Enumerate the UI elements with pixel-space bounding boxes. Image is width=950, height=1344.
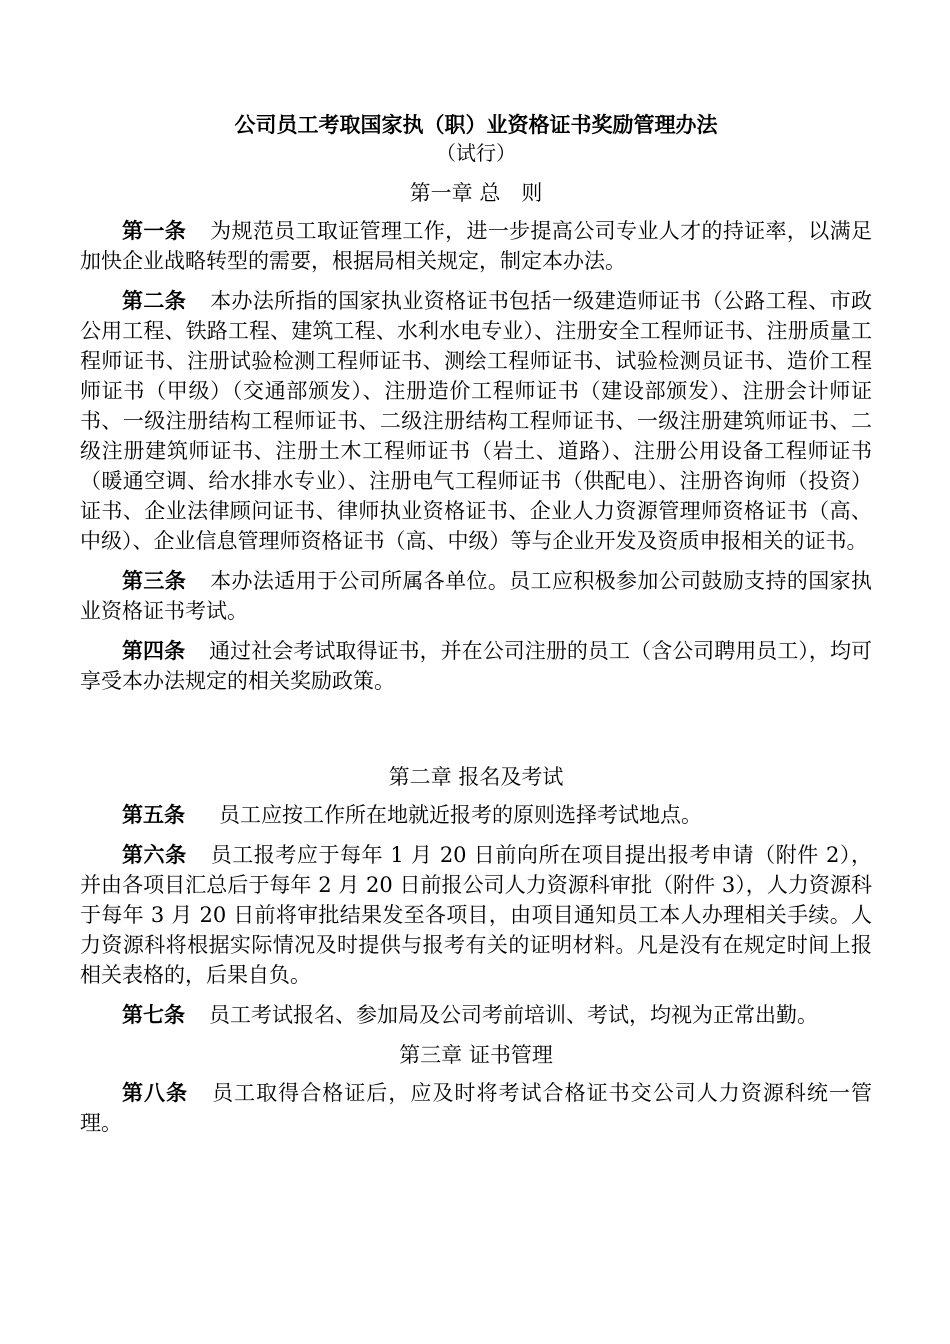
article-8-text: 员工取得合格证后，应及时将考试合格证书交公司人力资源科统一管理。 <box>80 1081 872 1135</box>
article-1 <box>80 216 872 276</box>
article-3 <box>80 566 872 626</box>
article-7 <box>80 1000 872 1030</box>
article-8-number: 第八条 <box>122 1080 189 1105</box>
document-subtitle: （试行） <box>436 141 516 165</box>
article-2-text: 本办法所指的国家执业资格证书包括一级建造师证书（公路工程、市政公用工程、铁路工程、建筑工程、水利水电专业）、注册安全工程师证书、注册质量工程师证书、注册试验检测工程师证书、测绘工程师证书、试验检测员证书、造价工程师证书（甲级）（交通部颁发）、注册造价工程师证书（建设部颁发）、注册会计师证书、一级注册结构工程师证书、二级注册结构工程师证书、一级注册建筑师证书、二级注册建筑师证书、注册土木工程师证书（岩土、道路）、注册公用设备工程师证书（暖通空调、给水排水专业）、注册电气工程师证书（供配电）、注册咨询师（投资）证书、企业法律顾问证书、律师执业资格证书、企业人力资源管理师资格证书（高、中级）、企业信息管理师资格证书（高、中级）等与企业开发及资质申报相关的证书。 <box>80 289 872 553</box>
article-4-number: 第四条 <box>122 638 186 663</box>
article-5 <box>80 800 872 830</box>
document-title: 公司员工考取国家执（职）业资格证书奖励管理办法 <box>234 112 718 137</box>
article-1-text: 为规范员工取证管理工作，进一步提高公司专业人才的持证率，以满足加快企业战略转型的需要，根据局相关规定，制定本办法。 <box>80 219 872 273</box>
article-2 <box>80 286 872 556</box>
article-7-text: 员工考试报名、参加局及公司考前培训、考试，均视为正常出勤。 <box>209 1003 818 1027</box>
article-1-number: 第一条 <box>122 218 187 243</box>
article-5-text: 员工应按工作所在地就近报考的原则选择考试地点。 <box>219 803 702 827</box>
article-4 <box>80 636 872 696</box>
article-2-number: 第二条 <box>122 288 187 313</box>
article-4-text: 通过社会考试取得证书，并在公司注册的员工（含公司聘用员工），均可享受本办法规定的相关奖励政策。 <box>80 639 873 693</box>
article-3-number: 第三条 <box>122 568 187 593</box>
article-5-number: 第五条 <box>122 802 185 827</box>
document-page <box>80 100 872 1148</box>
chapter-2-heading: 第二章 报名及考试 <box>388 765 564 789</box>
article-3-text: 本办法适用于公司所属各单位。员工应积极参加公司鼓励支持的国家执业资格证书考试。 <box>80 569 872 623</box>
chapter-1-heading: 第一章 总 则 <box>409 181 543 205</box>
chapter-3-heading: 第三章 证书管理 <box>399 1043 553 1067</box>
article-7-number: 第七条 <box>122 1002 185 1027</box>
article-6-number: 第六条 <box>122 842 187 867</box>
article-6 <box>80 840 872 990</box>
article-6-text: 员工报考应于每年 1 月 20 日前向所在项目提出报考申请（附件 2），并由各项目汇总后于每年 2 月 20 日前报公司人力资源科审批（附件 3），人力资源科于每年 3 月 20 日前将审批结果发至各项目，由项目通知员工本人办理相关手续。人力资源科将根据实际情况及时提供与报考有关的证明材料。凡是没有在规定时间上报相关表格的，后果自负。 <box>80 843 872 987</box>
article-8 <box>80 1078 872 1138</box>
